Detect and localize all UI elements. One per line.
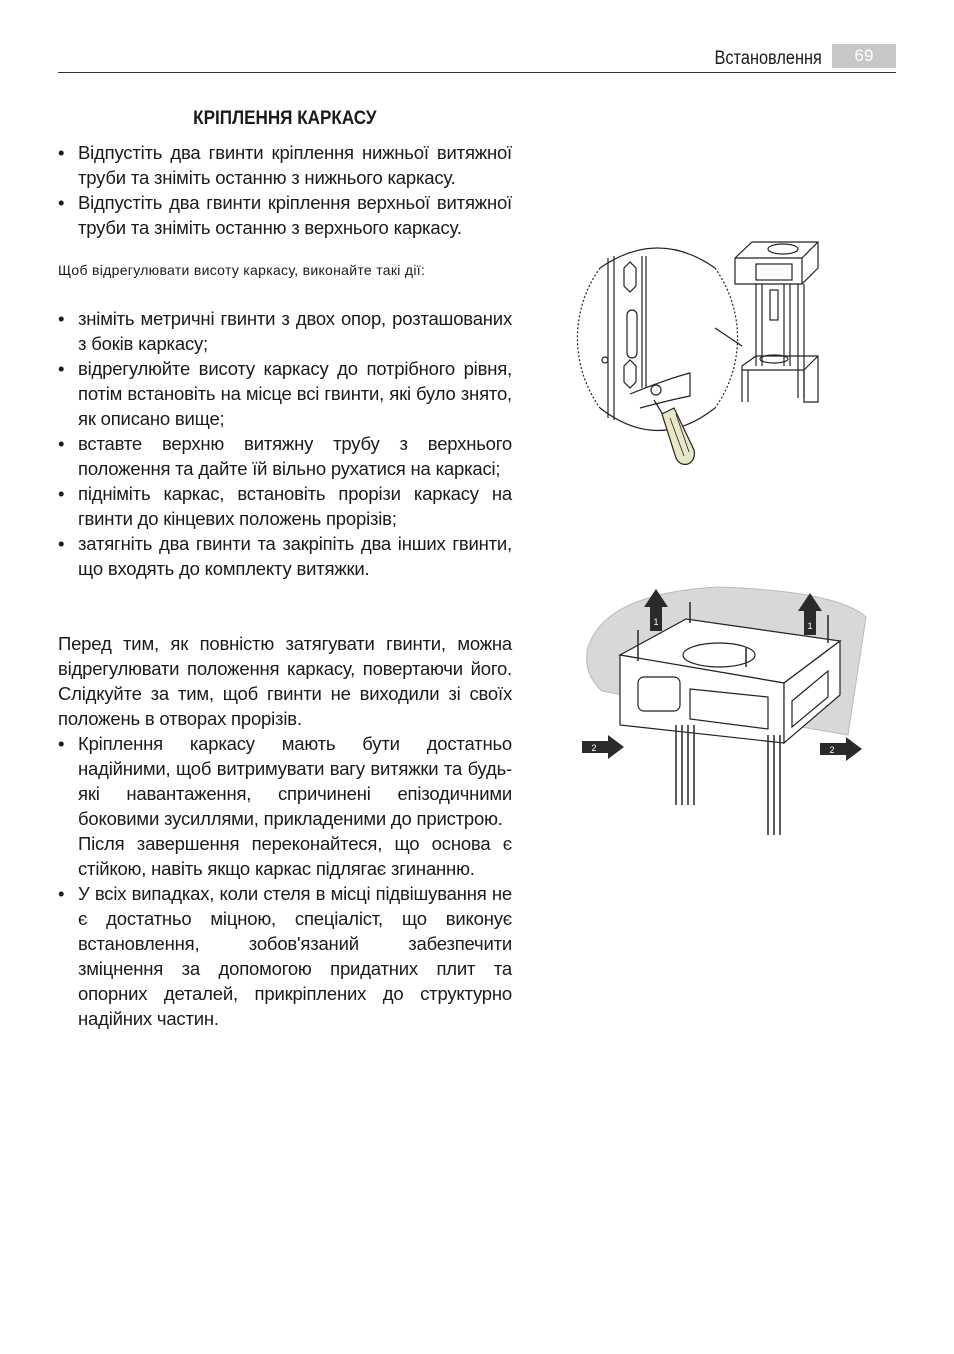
frame-ceiling-figure bbox=[578, 585, 878, 835]
list-item: • У всіх випадках, коли стеля в місці підвішування не є достатньо міцною, спеціаліст, що виконує встановлення, зобов'язаний забезпечити зміцнення за допомогою придатних плит та опорних деталей, прикріплених до структурно надійних частин. bbox=[58, 881, 512, 1031]
list-item-continuation: Після завершення переконайтеся, що основа є стійкою, навіть якщо каркас підлягає згинанню. bbox=[78, 833, 512, 879]
page-header bbox=[58, 44, 896, 73]
adjust-steps-list bbox=[58, 306, 512, 581]
svg-text:2: 2 bbox=[591, 743, 597, 753]
adjust-paragraph: Перед тим, як повністю затягувати гвинти, можна відрегулювати положення каркасу, повертаючи його. Слідкуйте за тим, щоб гвинти не виходили зі своїх положень в отворах прорізів. bbox=[58, 633, 512, 729]
intro-text: Щоб відрегулювати висоту каркасу, виконайте такі дії: bbox=[58, 262, 426, 278]
list-item: • Відпустіть два гвинти кріплення нижньої витяжної труби та зніміть останню з нижнього каркасу. bbox=[58, 140, 512, 190]
page-title: КРІПЛЕННЯ КАРКАСУ bbox=[193, 108, 377, 129]
arrow-right-icon bbox=[820, 737, 862, 761]
section-title: Встановлення bbox=[714, 48, 822, 69]
list-item: • відрегулюйте висоту каркасу до потрібного рівня, потім встановіть на місце всі гвинти, які було знято, як описано вище; bbox=[58, 356, 512, 431]
svg-text:2: 2 bbox=[829, 745, 835, 755]
removal-steps-list bbox=[58, 140, 512, 240]
svg-text:1: 1 bbox=[807, 621, 813, 631]
screwdriver-icon bbox=[654, 400, 694, 464]
page-number: 69 bbox=[832, 44, 896, 68]
list-item: • зніміть метричні гвинти з двох опор, розташованих з боків каркасу; bbox=[58, 306, 512, 356]
arrow-right-icon bbox=[582, 735, 624, 759]
list-item: • Кріплення каркасу мають бути достатньо надійними, щоб витримувати вагу витяжки та будь-які навантаження, спричинені епізодичними боковими зусиллями, прикладеними до пристрою. Після завершення переконайтеся, що основа є стійкою, навіть якщо каркас підлягає згинанню. bbox=[58, 731, 512, 881]
list-item: • підніміть каркас, встановіть прорізи каркасу на гвинти до кінцевих положень прорізів; bbox=[58, 481, 512, 531]
list-item: • Відпустіть два гвинти кріплення верхньої витяжної труби та зніміть останню з верхнього каркасу. bbox=[58, 190, 512, 240]
svg-text:1: 1 bbox=[653, 617, 659, 627]
list-item: • вставте верхню витяжну трубу з верхнього положення та дайте їй вільно рухатися на каркасі; bbox=[58, 431, 512, 481]
frame-adjustment-figure bbox=[570, 228, 830, 478]
list-item: • затягніть два гвинти та закріпіть два інших гвинти, що входять до комплекту витяжки. bbox=[58, 531, 512, 581]
safety-list bbox=[58, 731, 512, 1031]
